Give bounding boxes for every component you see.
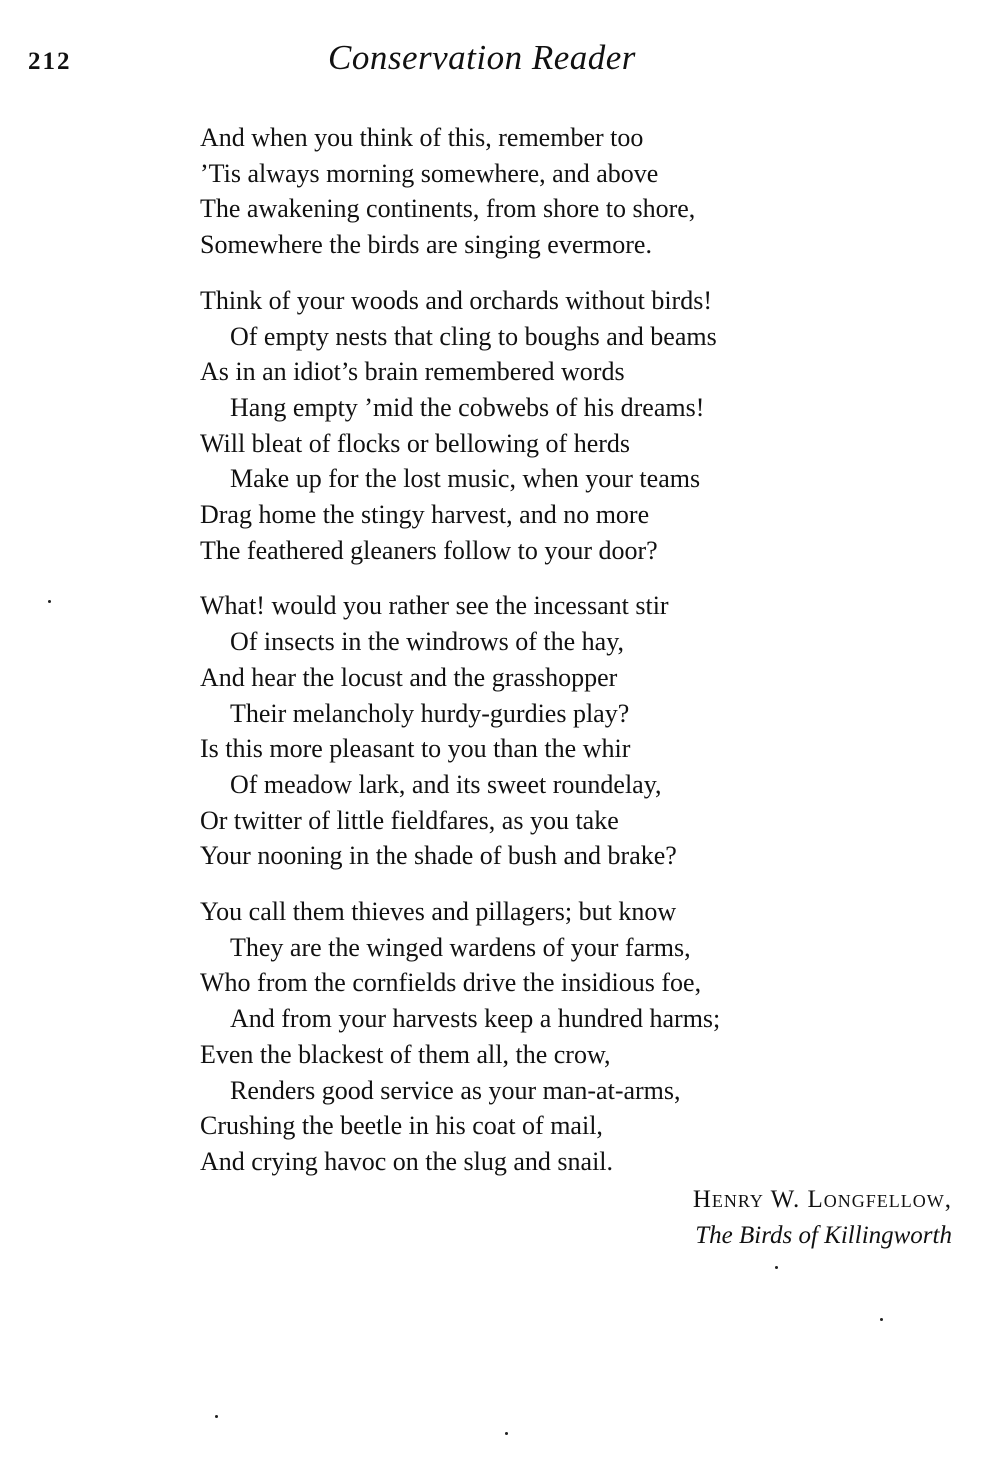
- print-speck: [48, 600, 51, 603]
- poem-line: Their melancholy hurdy-gurdies play?: [230, 698, 630, 728]
- poem-line: The awakening continents, from shore to shore,: [200, 194, 696, 224]
- print-speck: [880, 1318, 883, 1321]
- poem-line: Of empty nests that cling to boughs and beams: [230, 321, 717, 351]
- print-speck: [505, 1432, 508, 1435]
- poem-line: Drag home the stingy harvest, and no more: [200, 500, 650, 530]
- poem-line: Or twitter of little fieldfares, as you take: [200, 805, 619, 835]
- stanza: [200, 588, 960, 874]
- poem-line: Will bleat of flocks or bellowing of herds: [200, 428, 631, 458]
- poem-line: What! would you rather see the incessant stir: [200, 591, 669, 621]
- attribution: [693, 1182, 952, 1254]
- poem-line: They are the winged wardens of your farms,: [230, 932, 691, 962]
- stanza: [200, 894, 960, 1180]
- poem-line: The feathered gleaners follow to your door?: [200, 535, 658, 565]
- stanza: [200, 283, 960, 569]
- poem-line: Crushing the beetle in his coat of mail,: [200, 1111, 603, 1141]
- poem-line: And hear the locust and the grasshopper: [200, 662, 618, 692]
- poem-line: ’Tis always morning somewhere, and above: [200, 158, 659, 188]
- work-title: The Birds of Killingworth: [695, 1222, 952, 1249]
- print-speck: [215, 1415, 218, 1418]
- poem-line: Of meadow lark, and its sweet roundelay,: [230, 769, 662, 799]
- poem-line: And when you think of this, remember too: [200, 123, 644, 152]
- print-speck: [775, 1266, 778, 1269]
- poem-line: You call them thieves and pillagers; but know: [200, 897, 677, 927]
- poem-line: Is this more pleasant to you than the whir: [200, 734, 631, 764]
- poem-line: Who from the cornfields drive the insidious foe,: [200, 968, 702, 998]
- poem-line: As in an idiot’s brain remembered words: [200, 357, 625, 387]
- poem-line: And from your harvests keep a hundred harms;: [230, 1004, 721, 1034]
- running-title: Conservation Reader: [328, 38, 636, 77]
- stanza: [200, 120, 960, 263]
- poem-line: Hang empty ’mid the cobwebs of his dreams!: [230, 392, 705, 422]
- poem-line: Think of your woods and orchards without birds!: [200, 285, 712, 315]
- page-number: 212: [28, 48, 72, 75]
- poem-line: Even the blackest of them all, the crow,: [200, 1039, 611, 1069]
- poem-line: And crying havoc on the slug and snail.: [200, 1146, 614, 1176]
- poem: [200, 120, 960, 1200]
- poem-line: Renders good service as your man-at-arms,: [230, 1075, 681, 1105]
- poem-line: Your nooning in the shade of bush and brake?: [200, 841, 677, 871]
- author-name: Henry W. Longfellow,: [692, 1186, 952, 1213]
- poem-line: Make up for the lost music, when your teams: [230, 464, 701, 494]
- poem-line: Somewhere the birds are singing evermore.: [200, 230, 652, 260]
- poem-line: Of insects in the windrows of the hay,: [230, 627, 625, 657]
